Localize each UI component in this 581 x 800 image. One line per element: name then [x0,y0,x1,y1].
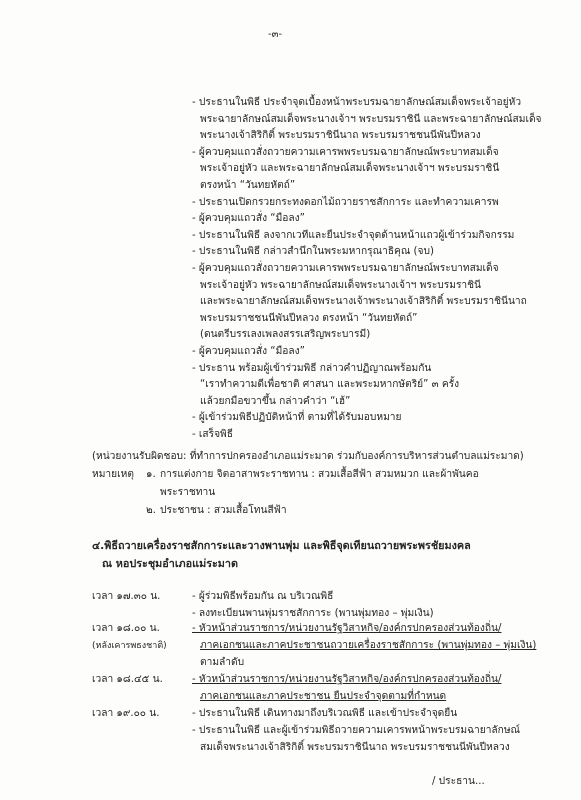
ceremony-line: - ผู้ควบคุมแถวสั่ง “มือลง” [192,213,305,225]
responsible-units: (หน่วยงานรับผิดชอบ: ที่ทำการปกครองอำเภอแม่ระมาด ร่วมกับองค์การบริหารส่วนตำบลแม่ระมาด) [92,451,524,462]
ceremony-line: - ผู้ควบคุมแถวสั่งถวายความเคารพพระบรมฉายาลักษณ์พระบาทสมเด็จ [192,146,499,158]
continuation-marker: / ประธาน... [432,776,485,787]
schedule-line: สมเด็จพระนางเจ้าสิริกิติ์ พระบรมราชินีนาถ พระบรมราชชนนีพันปีหลวง [200,742,510,753]
section-4-location: ณ หอประชุมอำเภอแม่ระมาด [102,557,238,570]
schedule-line: - ผู้ร่วมพิธีพร้อมกัน ณ บริเวณพิธี [192,591,334,602]
section-4-title: ๔.พิธีถวายเครื่องราชสักการะและวางพานพุ่ม และพิธีจุดเทียนถวายพระพรชัยมงคล [92,539,471,552]
page-number: -๓- [268,29,283,40]
ceremony-line: แล้วยกมือขวาขึ้น กล่าวคำว่า “เฮ้” [200,395,351,407]
ceremony-line: (ดนตรีบรรเลงเพลงสรรเสริญพระบารมี) [200,329,371,341]
ceremony-line: - ผู้ควบคุมแถวสั่งถวายความเคารพพระบรมฉายาลักษณ์พระบาทสมเด็จ [192,263,499,274]
ceremony-line: - ประธานในพิธี ประจำจุดเบื้องหน้าพระบรมฉายาลักษณ์สมเด็จพระเจ้าอยู่หัว [192,97,522,108]
ceremony-line: - ผู้เข้าร่วมพิธีปฏิบัติหน้าที่ ตามที่ได้รับมอบหมาย [192,412,402,424]
remarks-label: หมายเหตุ [92,469,134,480]
ceremony-line: - ผู้ควบคุมแถวสั่ง “มือลง” [192,346,305,357]
ceremony-line: และพระฉายาลักษณ์สมเด็จพระนางเจ้าพระนางเจ้าสิริกิติ์ พระบรมราชินีนาถ [200,296,527,308]
remark-1: การแต่งกาย จิตอาสาพระราชทาน : สวมเสื้อสีฟ้า สวมหมวก และผ้าพันคอ [160,469,479,480]
schedule-line: ตามลำดับ [200,657,245,668]
schedule-note: (หลังเคารพธงชาติ) [92,641,167,651]
ceremony-line: - ประธานในพิธี ลงจากเวทีและยืนประจำจุดด้านหน้าแถวผู้เข้าร่วมกิจกรรม [192,229,515,241]
schedule-line: - หัวหน้าส่วนราชการ/หน่วยงานรัฐวิสาหกิจ/องค์กรปกครองส่วนท้องถิ่น/ [192,623,502,634]
ceremony-line: - เสร็จพิธี [192,429,233,440]
schedule-line: - ลงทะเบียนพานพุ่มราชสักการะ (พานพุ่มทอง – พุ่มเงิน) [192,608,434,619]
schedule-line: ภาคเอกชนและภาคประชาชน ยืนประจำจุดตามที่กำหนด [200,691,447,702]
ceremony-line: พระนางเจ้าสิริกิติ์ พระบรมราชินีนาถ พระบรมราชชนนีพันปีหลวง [200,130,481,142]
ceremony-line: - ประธานเปิดกรวยกระทงดอกไม้ถวายราชสักการะ และทำความเคารพ [192,196,499,208]
remark-1-number: ๑. [146,469,156,480]
remark-1-continued: พระราชทาน [160,487,216,498]
remark-2-number: ๒. [146,505,156,516]
schedule-line: - หัวหน้าส่วนราชการ/หน่วยงานรัฐวิสาหกิจ/องค์กรปกครองส่วนท้องถิ่น/ [192,674,502,685]
schedule-time: เวลา ๑๘.๐๐ น. [92,623,160,634]
schedule-line: - ประธานในพิธี และผู้เข้าร่วมพิธีถวายความเคารพหน้าพระบรมฉายาลักษณ์ [192,725,520,736]
remark-2: ประชาชน : สวมเสื้อโทนสีฟ้า [160,505,287,516]
ceremony-line: ตรงหน้า “วันทยหัตถ์” [200,180,296,191]
schedule-line: - ประธานในพิธี เดินทางมาถึงบริเวณพิธี และเข้าประจำจุดยืน [192,708,458,719]
schedule-time: เวลา ๑๗.๓๐ น. [92,591,161,602]
schedule-time: เวลา ๑๙.๐๐ น. [92,708,160,719]
ceremony-line: - ประธานในพิธี กล่าวสำนึกในพระมหากรุณาธิคุณ (จบ) [192,246,434,258]
schedule-time: เวลา ๑๘.๔๕ น. [92,674,163,685]
ceremony-line: “เราทำความดีเพื่อชาติ ศาสนา และพระมหากษัตริย์” ๓ ครั้ง [200,379,460,391]
ceremony-line: พระเจ้าอยู่หัว พระฉายาลักษณ์สมเด็จพระนางเจ้าฯ พระบรมราชินี [200,279,482,291]
ceremony-line: พระบรมราชชนนีพันปีหลวง ตรงหน้า “วันทยหัตถ์” [200,312,418,324]
ceremony-line: พระฉายาลักษณ์สมเด็จพระนางเจ้าฯ พระบรมราชินี และพระฉายาลักษณ์สมเด็จ [200,113,542,125]
ceremony-line: - ประธาน พร้อมผู้เข้าร่วมพิธี กล่าวคำปฏิญาณพร้อมกัน [192,362,432,374]
schedule-line: ภาคเอกชนและภาคประชาชนถวายเครื่องราชสักการะ (พานพุ่มทอง – พุ่มเงิน) [200,640,537,651]
ceremony-line: พระเจ้าอยู่หัว และพระฉายาลักษณ์สมเด็จพระนางเจ้าฯ พระบรมราชินี [200,163,500,175]
